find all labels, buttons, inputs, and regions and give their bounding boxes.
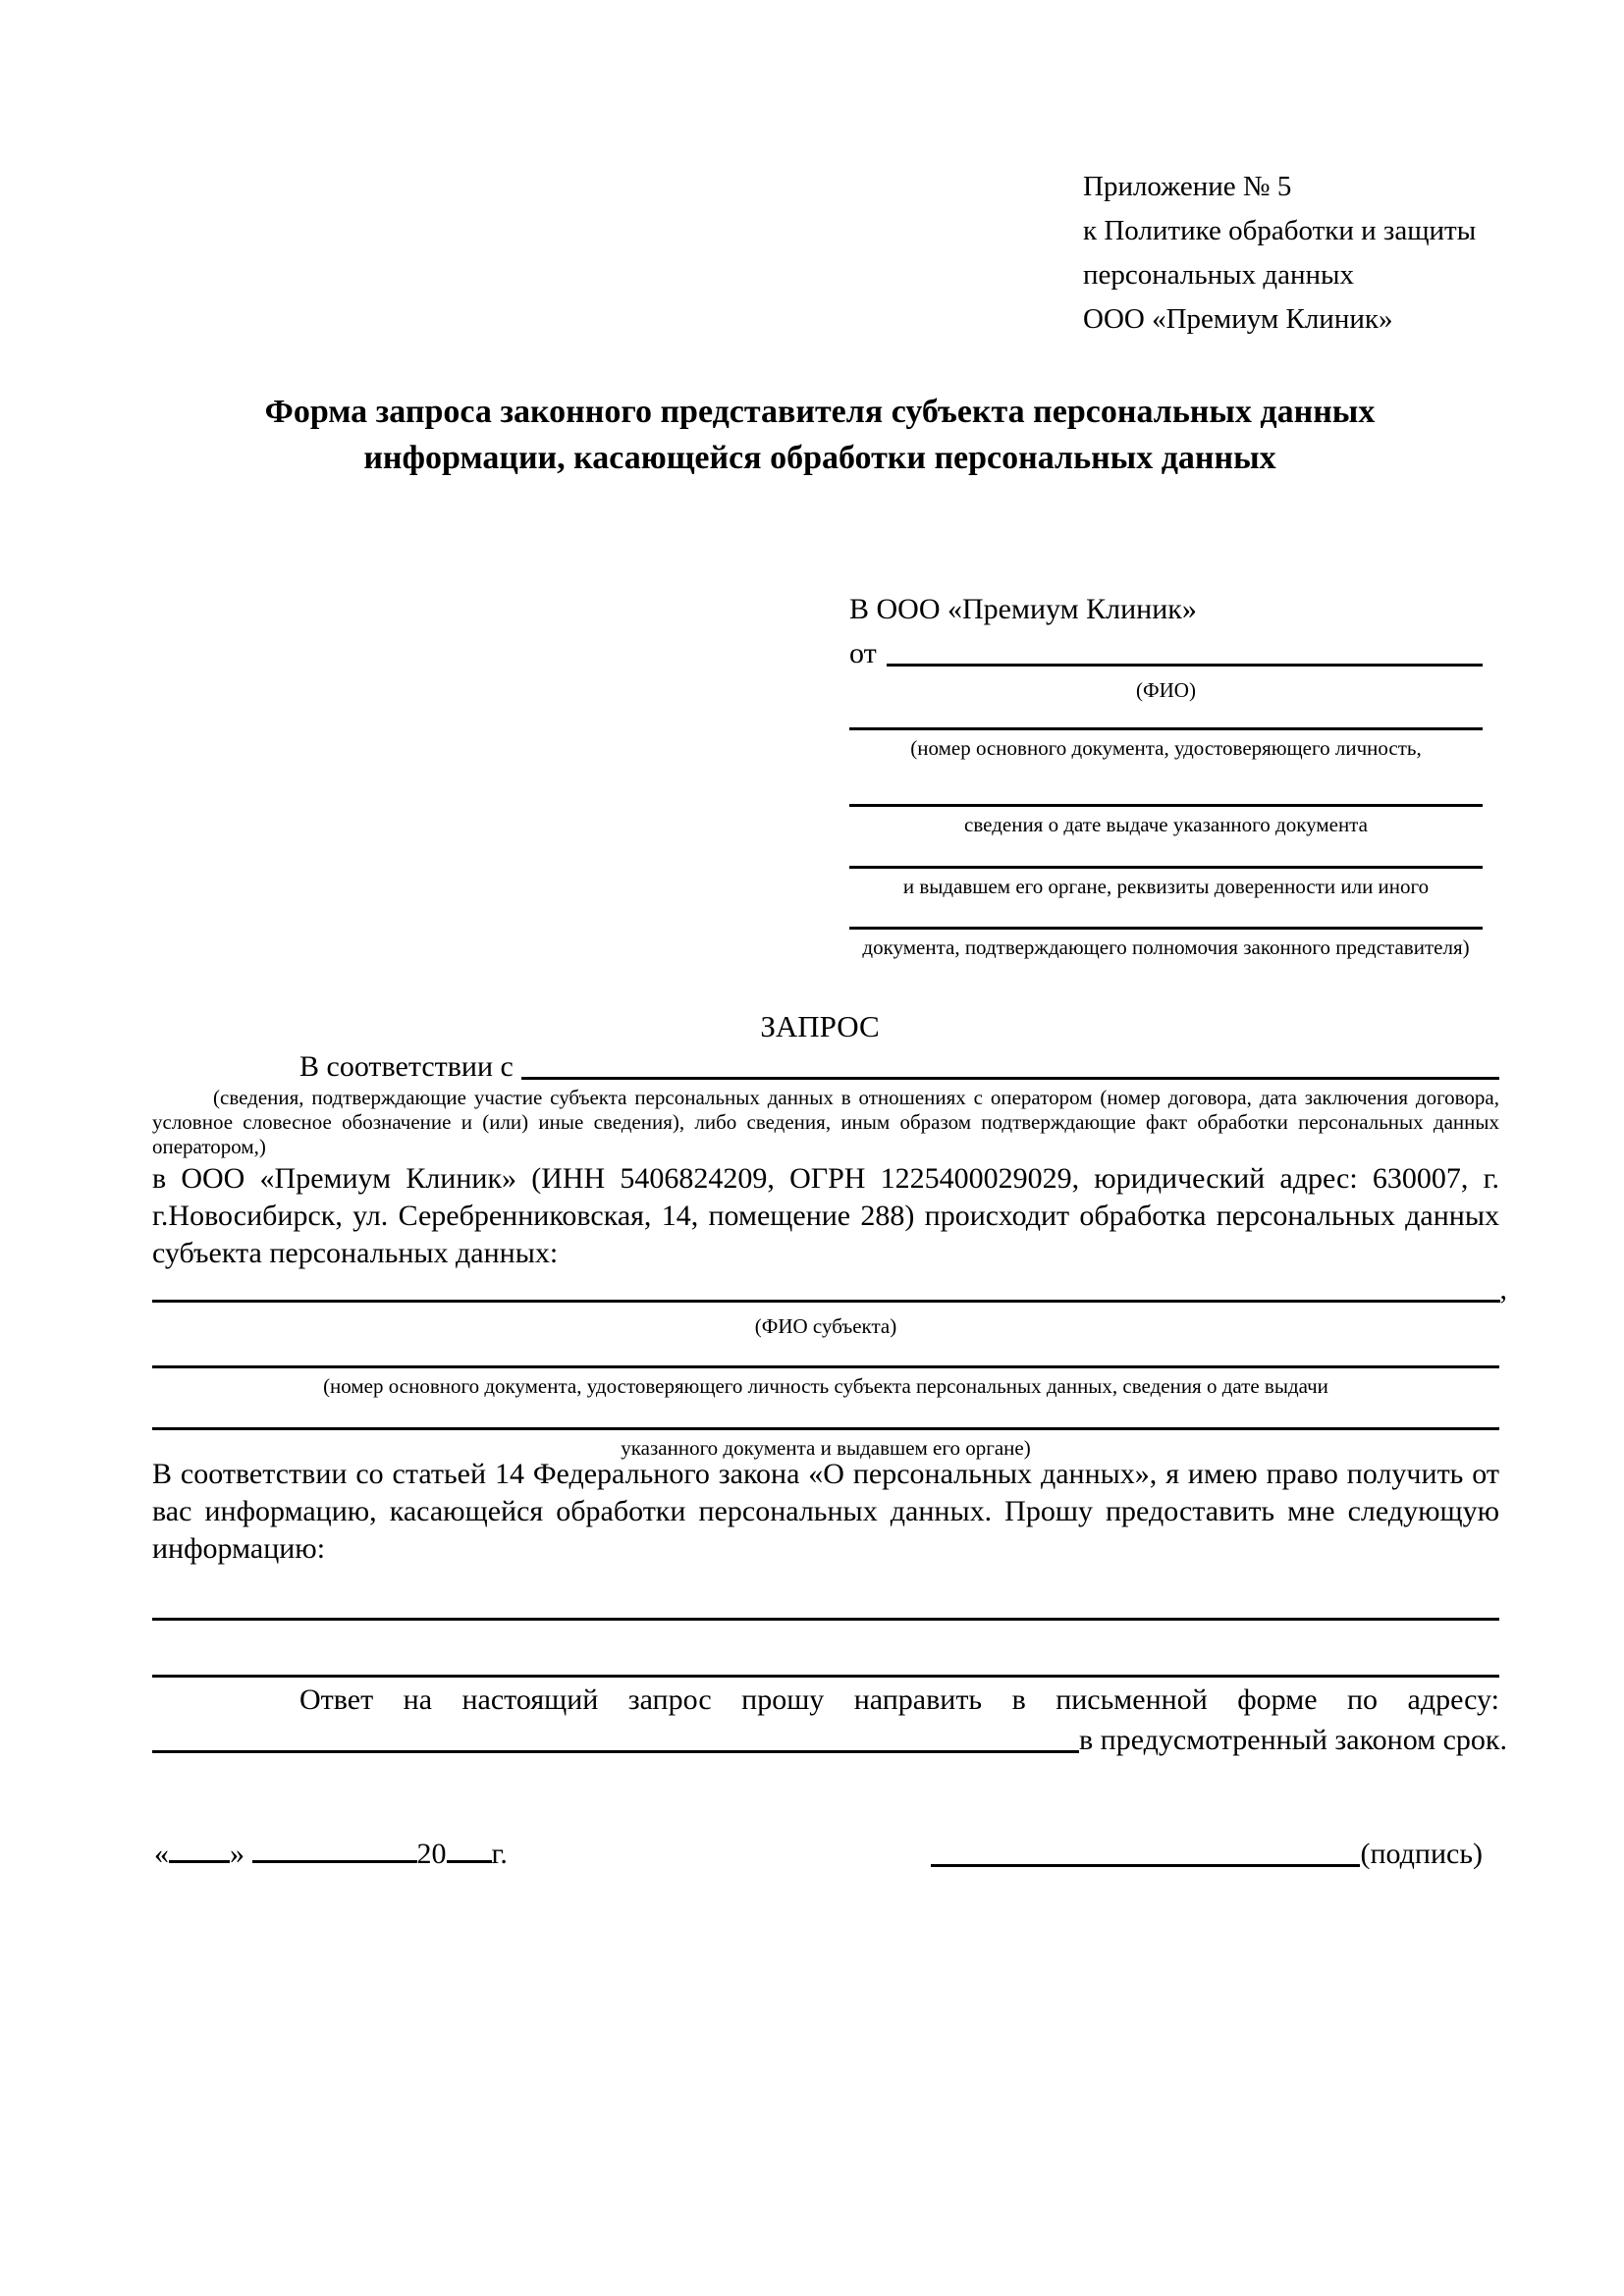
date-quote-close: » — [230, 1838, 244, 1870]
request-heading: ЗАПРОС — [760, 1009, 880, 1043]
subject-doc-field-line-2 — [152, 1427, 1499, 1430]
attachment-header-line: Приложение № 5 — [1083, 171, 1292, 202]
document-title-line2: информации, касающейся обработки персональных данных — [363, 440, 1276, 476]
reply-tail: в предусмотренный законом срок. — [1079, 1724, 1507, 1756]
subject-fio-row — [152, 1273, 1507, 1307]
from-row — [849, 631, 1483, 670]
attachment-header — [1083, 165, 1476, 342]
signature-caption: (подпись) — [1360, 1838, 1483, 1870]
date-row — [154, 1834, 508, 1871]
representative-doc-field-2 — [849, 804, 1483, 837]
reply-address-field-line — [152, 1750, 1079, 1753]
date-year-blank — [447, 1834, 492, 1863]
representative-doc-caption: сведения о дате выдаче указанного документа — [964, 813, 1368, 836]
opening-label: В соответствии с — [299, 1050, 514, 1083]
document-title — [142, 389, 1497, 481]
fio-caption: (ФИО) — [1136, 678, 1196, 702]
representative-doc-caption: документа, подтверждающего полномочия законного представителя) — [862, 935, 1470, 959]
representative-doc-field-line — [849, 927, 1483, 930]
date-month-blank — [252, 1834, 417, 1863]
signature-field-line — [931, 1864, 1360, 1867]
attachment-header-line: персональных данных — [1083, 259, 1355, 291]
subject-fio-caption: (ФИО субъекта) — [754, 1314, 897, 1338]
fio-field-line — [887, 664, 1483, 667]
subject-fio-field-line — [152, 1300, 1500, 1303]
representative-doc-field-1 — [849, 727, 1483, 761]
representative-doc-caption: (номер основного документа, удостоверяющего личность, — [910, 736, 1422, 760]
representative-doc-caption: и выдавшем его органе, реквизиты доверенности или иного — [902, 875, 1430, 898]
subject-line-comma: , — [1499, 1273, 1507, 1306]
representative-doc-field-3 — [849, 866, 1483, 899]
document-title-line1: Форма запроса законного представителя субъекта персональных данных — [264, 394, 1376, 430]
reply-paragraph: Ответ на настоящий запрос прошу направить в письменной форме по адресу: — [299, 1683, 1499, 1716]
representative-doc-field-4 — [849, 927, 1483, 960]
subject-doc-field-line-1 — [152, 1365, 1499, 1368]
rights-paragraph: В соответствии со статьей 14 Федерального закона «О персональных данных», я имею право получить от вас информацию, касающейся обработки персональных данных. Прошу предоставить мне следующую информацию: — [152, 1458, 1499, 1565]
date-day-blank — [169, 1834, 230, 1863]
operator-paragraph: в ООО «Премиум Клиник» (ИНН 5406824209, ОГРН 1225400029029, юридический адрес: 630007, г. г.Новосибирск, ул. Серебренниковская, 14, помещение 288) происходит обработка персональных данных субъекта персональных данных: — [152, 1162, 1499, 1269]
date-quote-open: « — [154, 1838, 169, 1870]
subject-doc-caption-2: указанного документа и выдавшем его органе) — [621, 1436, 1031, 1460]
signature-row — [931, 1834, 1483, 1871]
representative-doc-field-line — [849, 804, 1483, 807]
addressee-organization: В ООО «Премиум Клиник» — [849, 593, 1197, 625]
subject-doc-caption-1: (номер основного документа, удостоверяющего личность субъекта персональных данных, сведения о дате выдачи — [323, 1374, 1328, 1398]
date-year-prefix: 20 — [416, 1838, 447, 1870]
date-year-suffix: г. — [491, 1838, 508, 1870]
attachment-header-line: ООО «Премиум Клиник» — [1083, 303, 1393, 335]
from-label: от — [849, 637, 877, 669]
representative-doc-field-line — [849, 866, 1483, 869]
attachment-header-line: к Политике обработки и защиты — [1083, 215, 1477, 246]
opening-field-line — [521, 1077, 1499, 1080]
opening-row — [152, 1044, 1499, 1084]
opening-caption: (сведения, подтверждающие участие субъекта персональных данных в отношениях с оператором (номер договора, дата заключения договора, условное словесное обозначение и (или) иные сведения), либо сведения, иным образом подтверждающие факт обработки персональных данных оператором,) — [152, 1086, 1499, 1158]
reply-address-row — [152, 1720, 1507, 1757]
information-blank-line-2 — [152, 1675, 1499, 1678]
representative-doc-field-line — [849, 727, 1483, 730]
information-blank-line-1 — [152, 1618, 1499, 1621]
